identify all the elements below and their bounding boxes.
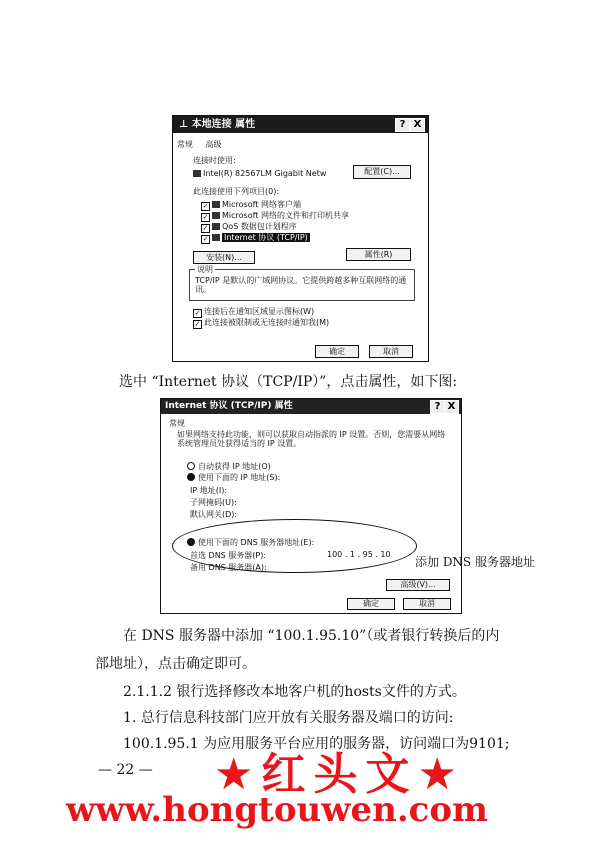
cancel-button[interactable]: 取消	[369, 345, 413, 358]
preferred-dns-label: 首选 DNS 服务器(P):	[190, 551, 267, 560]
connect-using-label: 连接时使用:	[193, 156, 236, 165]
description-label: 说明	[197, 265, 213, 274]
protocol-icon	[212, 234, 220, 241]
install-button[interactable]: 安装(N)...	[193, 251, 255, 264]
dialog1-title: 本地连接 属性	[191, 119, 256, 130]
local-connection-properties-dialog	[172, 115, 429, 362]
ok-button[interactable]: 确定	[315, 345, 359, 358]
sharing-icon	[212, 212, 220, 219]
adapter-name: Intel(R) 82567LM Gigabit Netw	[203, 169, 327, 178]
ip-address-label: IP 地址(I):	[190, 486, 228, 495]
dialog1-tabs	[177, 139, 232, 150]
dialog1-titlebar[interactable]	[173, 116, 428, 133]
help-button[interactable]: ?	[430, 400, 445, 414]
checkbox[interactable]: ✓	[202, 235, 209, 243]
components-list[interactable]	[201, 200, 349, 244]
default-gateway-label: 默认网关(D):	[190, 510, 238, 519]
network-icon: ⊥	[179, 119, 192, 130]
network-adapter-icon	[193, 170, 201, 177]
list-item[interactable]: ✓ Microsoft 网络的文件和打印机共享	[202, 211, 349, 221]
paragraph-1-line-1: 在 DNS 服务器中添加 “100.1.95.10”（或者银行转换后的内	[123, 628, 500, 644]
radio[interactable]	[187, 462, 195, 470]
adapter-row	[193, 169, 326, 178]
help-button[interactable]: ?	[395, 118, 410, 132]
checkbox[interactable]: ✓	[194, 320, 201, 328]
watermark-url: www.hongtouwen.com	[66, 790, 489, 830]
paragraph-4: 100.1.95.1 为应用服务平台应用的服务器，访问端口为9101;	[123, 736, 510, 752]
watermark-banner: ★红头文★	[214, 749, 465, 800]
checkbox[interactable]: ✓	[194, 309, 201, 317]
radio[interactable]	[187, 473, 195, 481]
dns-annotation: 添加 DNS 服务器地址	[415, 555, 535, 569]
items-label: 此连接使用下列项目(0):	[193, 187, 280, 196]
use-ip-option[interactable]: 使用下面的 IP 地址(S):	[187, 472, 280, 483]
caption-select-tcpip: 选中 “Internet 协议（TCP/IP）”，点击属性，如下图:	[119, 374, 458, 390]
paragraph-2: 2.1.1.2 银行选择修改本地客户机的hosts文件的方式。	[123, 684, 466, 700]
notify-option[interactable]: ✓ 此连接被限制或无连接时通知我(M)	[194, 318, 330, 328]
checkbox[interactable]: ✓	[202, 202, 209, 210]
subnet-mask-label: 子网掩码(U):	[190, 498, 237, 507]
checkbox[interactable]: ✓	[202, 224, 209, 232]
preferred-dns-input[interactable]: 100 . 1 . 95 . 10	[327, 550, 391, 559]
dialog2-titlebar[interactable]	[161, 399, 461, 414]
auto-ip-option[interactable]: 自动获得 IP 地址(O)	[187, 461, 271, 472]
tab-advanced[interactable]: 高级	[205, 140, 222, 149]
close-button[interactable]: X	[410, 118, 425, 132]
checkbox[interactable]: ✓	[202, 213, 209, 221]
properties-button[interactable]: 属性(R)	[346, 248, 411, 261]
page-number: — 22 —	[98, 762, 153, 778]
show-icon-option[interactable]: ✓ 连接后在通知区域显示图标(W)	[194, 307, 315, 317]
cancel-button[interactable]: 取消	[403, 598, 451, 610]
list-item[interactable]: ✓ QoS 数据包计划程序	[202, 222, 297, 232]
tcpip-properties-dialog	[160, 398, 462, 614]
close-button[interactable]: X	[444, 400, 459, 414]
use-dns-option[interactable]: 使用下面的 DNS 服务器地址(E):	[187, 537, 314, 548]
description-text: TCP/IP 是默认的广域网协议。它提供跨越多种互联网络的通讯。	[195, 276, 407, 294]
paragraph-3: 1. 总行信息科技部门应开放有关服务器及端口的访问:	[123, 710, 454, 726]
dialog2-title: Internet 协议 (TCP/IP) 属性	[165, 401, 293, 411]
tab-general[interactable]: 常规	[177, 140, 193, 149]
alternate-dns-label: 备用 DNS 服务器(A):	[190, 563, 267, 572]
paragraph-1-line-2: 部地址），点击确定即可。	[95, 656, 256, 672]
ok-button[interactable]: 确定	[347, 598, 395, 610]
configure-button[interactable]: 配置(C)...	[353, 165, 411, 179]
list-item-selected[interactable]: ✓ Internet 协议 (TCP/IP)	[202, 233, 308, 243]
client-icon	[212, 201, 220, 208]
list-item[interactable]: ✓ Microsoft 网络客户端	[202, 200, 301, 210]
intro-text: 如果网络支持此功能，则可以获取自动指派的 IP 设置。否则，您需要从网络系统管理员处获得适当的 IP 设置。	[177, 430, 446, 448]
advanced-button[interactable]: 高级(V)...	[386, 579, 450, 591]
dns-highlight-ellipse	[172, 519, 417, 573]
qos-icon	[212, 223, 220, 230]
tab-general[interactable]: 常规	[169, 419, 185, 428]
